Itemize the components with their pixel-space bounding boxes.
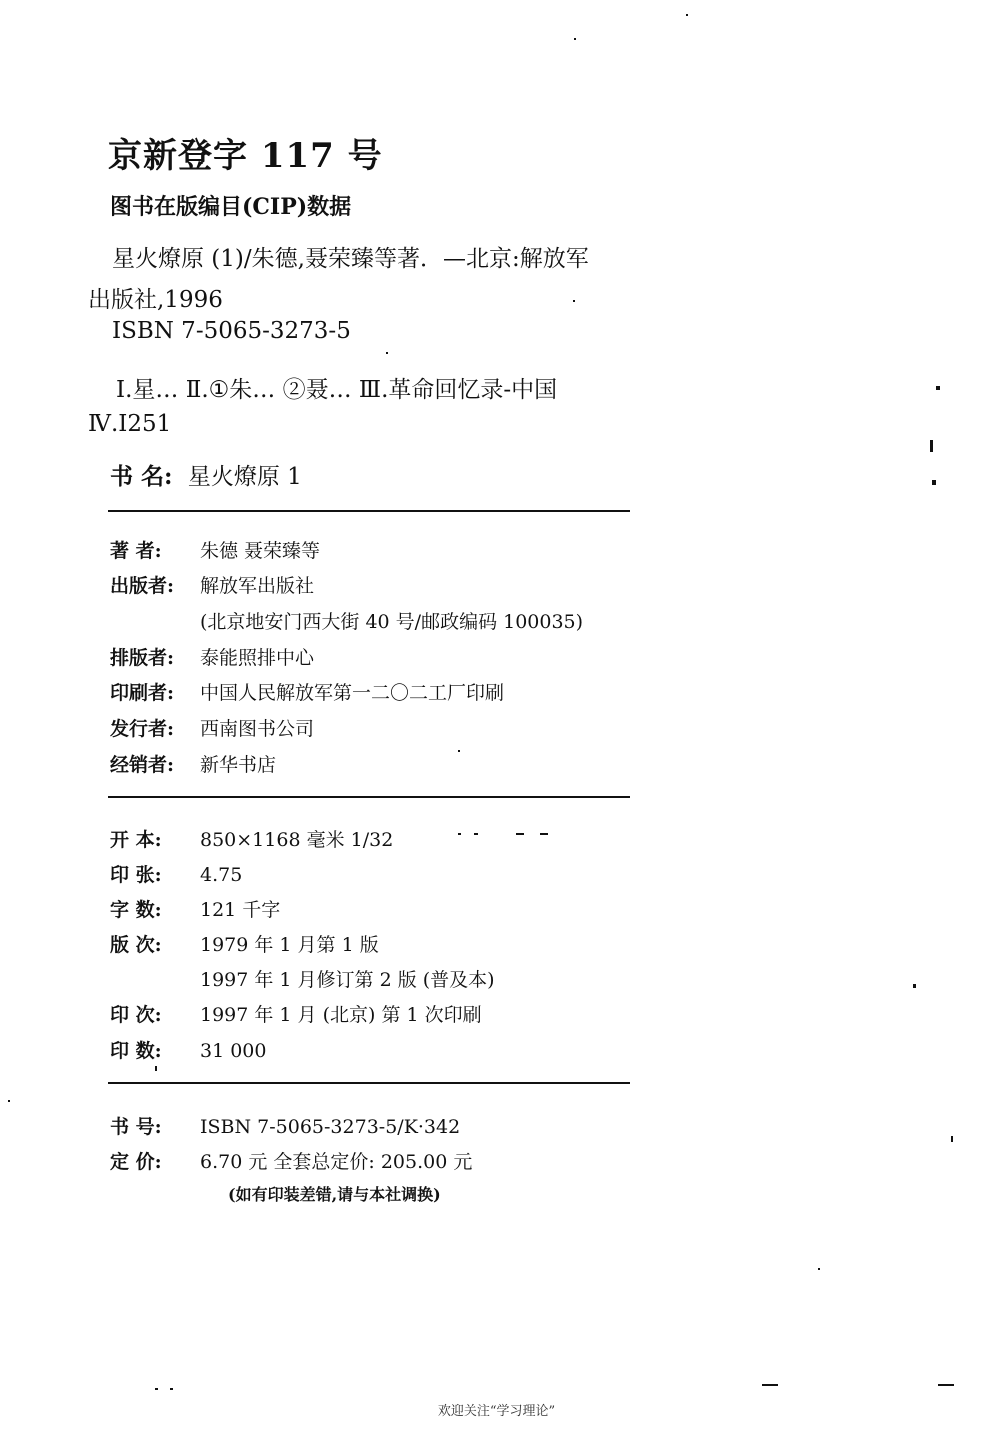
- scan-speck: [574, 38, 576, 40]
- scan-speck: [951, 1136, 953, 1142]
- scan-speck: [458, 833, 461, 835]
- book-title-row: [110, 458, 302, 491]
- sheets-label: 印 张:: [110, 864, 162, 886]
- divider-2: [108, 796, 630, 798]
- publisher-value: 解放军出版社: [200, 575, 315, 597]
- typesetter-value: 泰能照排中心: [200, 647, 315, 669]
- format-value: 850×1168 毫米 1/32: [200, 829, 394, 851]
- scan-speck: [762, 1384, 778, 1386]
- scan-speck: [818, 1268, 820, 1270]
- print-run-label: 印 数:: [110, 1040, 162, 1062]
- format-row: [110, 825, 393, 852]
- publisher-label: 出版者:: [110, 575, 175, 597]
- printing-label: 印 次:: [110, 1004, 162, 1026]
- distributor-row: [110, 714, 314, 741]
- cip-line-1: 星火燎原 (1)/朱德,聂荣臻等著．—北京:解放军: [112, 246, 589, 272]
- printer-value: 中国人民解放军第一二〇二工厂印刷: [200, 682, 505, 704]
- cip-isbn: ISBN 7-5065-3273-5: [112, 318, 351, 344]
- scan-speck: [155, 1066, 157, 1071]
- divider-1: [108, 510, 630, 512]
- cip-line-2: 出版社,1996: [88, 287, 223, 313]
- distributor-value: 西南图书公司: [200, 718, 315, 740]
- scan-speck: [938, 1384, 954, 1386]
- scan-speck: [930, 440, 933, 452]
- cip-classification-1: Ⅰ.星… Ⅱ.①朱… ②聂… Ⅲ.革命回忆录-中国: [116, 377, 558, 403]
- scan-speck: [540, 833, 548, 835]
- scan-speck: [932, 480, 936, 485]
- scan-speck: [386, 352, 388, 354]
- price-value: 6.70 元 全套总定价: 205.00 元: [200, 1151, 473, 1173]
- author-value: 朱德 聂荣臻等: [200, 540, 321, 562]
- edition-value: 1979 年 1 月第 1 版: [200, 934, 379, 956]
- typesetter-label: 排版者:: [110, 647, 175, 669]
- book-title-value: 星火燎原 1: [187, 464, 302, 490]
- scan-speck: [936, 386, 940, 390]
- edition-row: [110, 930, 379, 957]
- printer-label: 印刷者:: [110, 682, 175, 704]
- printing-value: 1997 年 1 月 (北京) 第 1 次印刷: [200, 1004, 482, 1026]
- scan-speck: [155, 1388, 158, 1390]
- scan-speck: [458, 750, 460, 752]
- printer-row: [110, 678, 504, 705]
- scan-speck: [913, 984, 916, 988]
- print-run-value: 31 000: [200, 1040, 267, 1062]
- wordcount-label: 字 数:: [110, 899, 162, 921]
- defect-notice: (如有印装差错,请与本社调换): [228, 1185, 441, 1204]
- edition-label: 版 次:: [110, 934, 162, 956]
- typesetter-row: [110, 643, 314, 670]
- price-row: [110, 1147, 472, 1174]
- scan-speck: [686, 14, 688, 16]
- price-label: 定 价:: [110, 1151, 162, 1173]
- cip-classification-2: Ⅳ.I251: [88, 411, 172, 437]
- edition-revision: 1997 年 1 月修订第 2 版 (普及本): [200, 969, 495, 991]
- scan-speck: [170, 1388, 173, 1390]
- author-row: [110, 536, 320, 563]
- seller-value: 新华书店: [200, 754, 277, 776]
- wordcount-value: 121 千字: [200, 899, 281, 921]
- scan-speck: [474, 833, 478, 835]
- registration-number: 京新登字 117 号: [108, 136, 383, 176]
- footer-text: 欢迎关注“学习理论”: [437, 1404, 556, 1419]
- book-number-row: [110, 1112, 460, 1139]
- sheets-row: [110, 860, 242, 887]
- format-label: 开 本:: [110, 829, 162, 851]
- print-run-row: [110, 1036, 266, 1063]
- seller-label: 经销者:: [110, 754, 175, 776]
- wordcount-row: [110, 895, 280, 922]
- book-number-value: ISBN 7-5065-3273-5/K·342: [200, 1116, 461, 1138]
- scan-speck: [516, 833, 524, 835]
- publisher-row: [110, 571, 314, 598]
- cip-heading: 图书在版编目(CIP)数据: [110, 194, 352, 220]
- divider-3: [108, 1082, 630, 1084]
- seller-row: [110, 750, 276, 777]
- scan-speck: [8, 1100, 10, 1102]
- book-title-label: 书 名:: [110, 463, 173, 490]
- book-number-label: 书 号:: [110, 1116, 162, 1138]
- printing-row: [110, 1000, 482, 1027]
- scan-speck: [573, 300, 575, 302]
- sheets-value: 4.75: [200, 864, 243, 886]
- publisher-address: (北京地安门西大街 40 号/邮政编码 100035): [200, 611, 584, 633]
- distributor-label: 发行者:: [110, 718, 175, 740]
- author-label: 著 者:: [110, 540, 162, 562]
